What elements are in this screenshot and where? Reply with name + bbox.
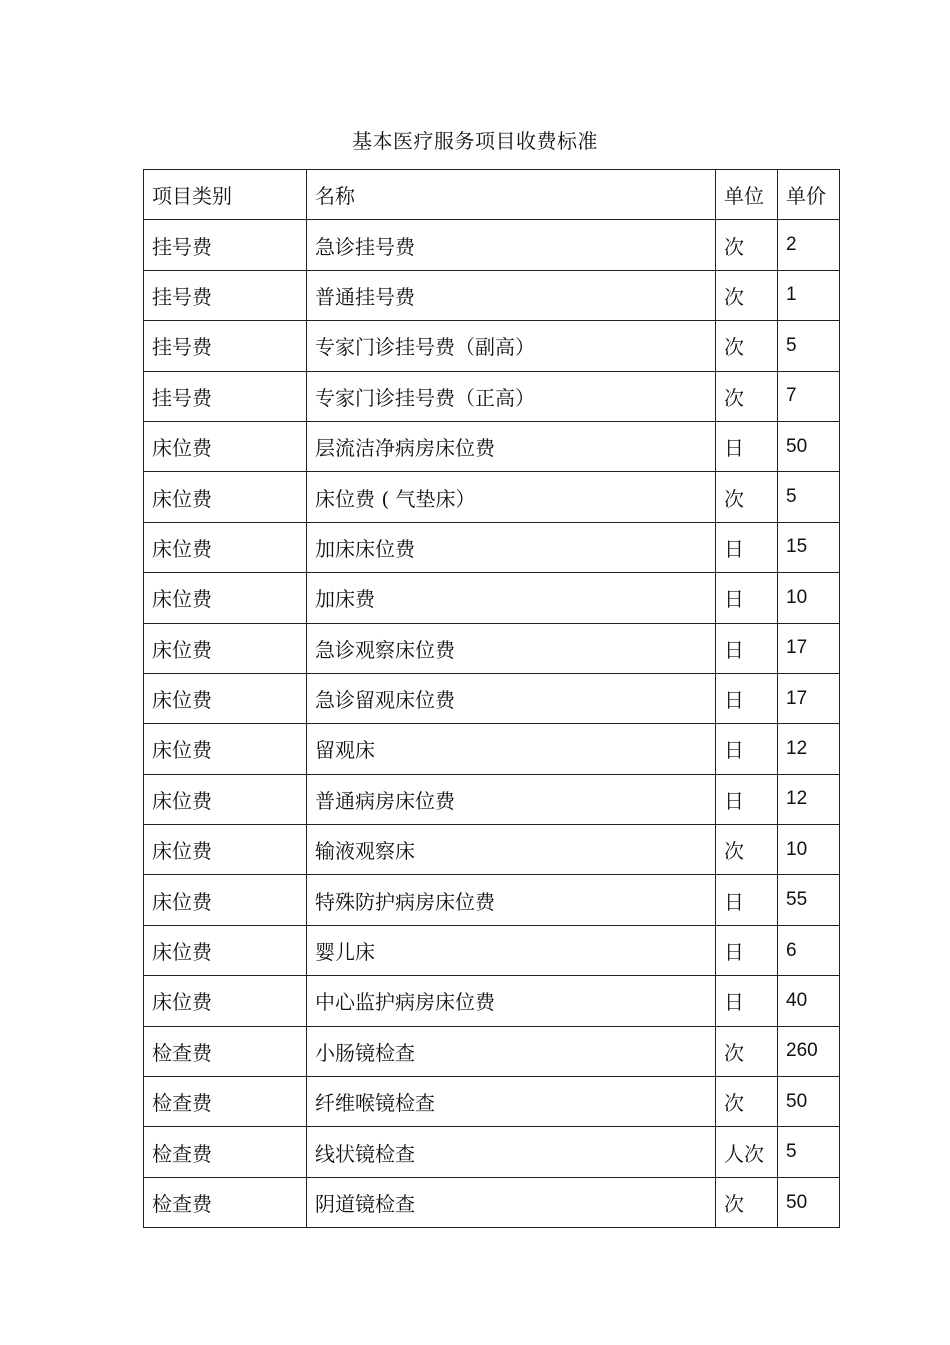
cell-unit: 次 — [716, 321, 778, 371]
cell-category: 挂号费 — [144, 270, 307, 320]
cell-category: 检查费 — [144, 1127, 307, 1177]
cell-unit: 日 — [716, 623, 778, 673]
cell-name: 急诊观察床位费 — [307, 623, 716, 673]
table-row — [144, 1177, 840, 1227]
cell-unit: 日 — [716, 573, 778, 623]
cell-name: 急诊挂号费 — [307, 220, 716, 270]
table-row — [144, 825, 840, 875]
cell-category: 床位费 — [144, 673, 307, 723]
cell-price: 50 — [778, 1177, 840, 1227]
cell-price: 55 — [778, 875, 840, 925]
cell-price: 12 — [778, 724, 840, 774]
table-row — [144, 774, 840, 824]
cell-name: 纤维喉镜检查 — [307, 1077, 716, 1127]
cell-unit: 次 — [716, 1177, 778, 1227]
table-row — [144, 875, 840, 925]
header-category: 项目类别 — [144, 170, 307, 220]
table-body — [144, 220, 840, 1228]
cell-price: 10 — [778, 825, 840, 875]
cell-name: 婴儿床 — [307, 925, 716, 975]
cell-name: 留观床 — [307, 724, 716, 774]
cell-unit: 次 — [716, 825, 778, 875]
table-row — [144, 1127, 840, 1177]
cell-category: 床位费 — [144, 774, 307, 824]
header-price: 单价 — [778, 170, 840, 220]
cell-name: 阴道镜检查 — [307, 1177, 716, 1227]
cell-price: 260 — [778, 1026, 840, 1076]
cell-price: 12 — [778, 774, 840, 824]
cell-unit: 日 — [716, 421, 778, 471]
cell-price: 17 — [778, 673, 840, 723]
cell-price: 40 — [778, 976, 840, 1026]
table-row — [144, 270, 840, 320]
cell-unit: 日 — [716, 774, 778, 824]
table-row — [144, 421, 840, 471]
cell-unit: 日 — [716, 673, 778, 723]
document-title: 基本医疗服务项目收费标准 — [352, 129, 598, 153]
cell-unit: 次 — [716, 1077, 778, 1127]
cell-unit: 人次 — [716, 1127, 778, 1177]
cell-category: 挂号费 — [144, 321, 307, 371]
cell-unit: 日 — [716, 925, 778, 975]
cell-price: 10 — [778, 573, 840, 623]
cell-name: 线状镜检查 — [307, 1127, 716, 1177]
cell-unit: 日 — [716, 724, 778, 774]
cell-price: 50 — [778, 1077, 840, 1127]
cell-price: 5 — [778, 472, 840, 522]
cell-name: 普通挂号费 — [307, 270, 716, 320]
table-row — [144, 976, 840, 1026]
cell-unit: 次 — [716, 472, 778, 522]
cell-name: 加床床位费 — [307, 522, 716, 572]
cell-price: 17 — [778, 623, 840, 673]
cell-name: 床位费 ( 气垫床） — [307, 472, 716, 522]
cell-unit: 次 — [716, 1026, 778, 1076]
cell-name: 加床费 — [307, 573, 716, 623]
cell-category: 床位费 — [144, 472, 307, 522]
cell-category: 检查费 — [144, 1177, 307, 1227]
cell-category: 床位费 — [144, 925, 307, 975]
cell-unit: 次 — [716, 220, 778, 270]
cell-unit: 次 — [716, 270, 778, 320]
cell-category: 床位费 — [144, 623, 307, 673]
cell-category: 检查费 — [144, 1026, 307, 1076]
cell-category: 床位费 — [144, 875, 307, 925]
cell-name: 中心监护病房床位费 — [307, 976, 716, 1026]
cell-price: 7 — [778, 371, 840, 421]
cell-category: 床位费 — [144, 724, 307, 774]
cell-name: 输液观察床 — [307, 825, 716, 875]
cell-unit: 日 — [716, 976, 778, 1026]
cell-category: 床位费 — [144, 573, 307, 623]
cell-price: 5 — [778, 1127, 840, 1177]
cell-category: 挂号费 — [144, 220, 307, 270]
header-name: 名称 — [307, 170, 716, 220]
cell-unit: 日 — [716, 522, 778, 572]
cell-unit: 日 — [716, 875, 778, 925]
table-row — [144, 321, 840, 371]
cell-unit: 次 — [716, 371, 778, 421]
table-row — [144, 371, 840, 421]
fee-standard-table — [143, 169, 840, 1228]
table-row — [144, 1077, 840, 1127]
cell-price: 5 — [778, 321, 840, 371]
cell-category: 挂号费 — [144, 371, 307, 421]
cell-category: 床位费 — [144, 976, 307, 1026]
cell-category: 检查费 — [144, 1077, 307, 1127]
table-row — [144, 623, 840, 673]
table-row — [144, 573, 840, 623]
cell-name: 小肠镜检查 — [307, 1026, 716, 1076]
cell-category: 床位费 — [144, 522, 307, 572]
cell-price: 15 — [778, 522, 840, 572]
cell-category: 床位费 — [144, 421, 307, 471]
table-row — [144, 724, 840, 774]
table-row — [144, 522, 840, 572]
table-row — [144, 472, 840, 522]
cell-name: 普通病房床位费 — [307, 774, 716, 824]
cell-price: 6 — [778, 925, 840, 975]
table-header-row — [144, 170, 840, 220]
cell-price: 50 — [778, 421, 840, 471]
cell-name: 急诊留观床位费 — [307, 673, 716, 723]
cell-name: 专家门诊挂号费（副高） — [307, 321, 716, 371]
table-row — [144, 1026, 840, 1076]
table-row — [144, 925, 840, 975]
cell-name: 层流洁净病房床位费 — [307, 421, 716, 471]
cell-name: 特殊防护病房床位费 — [307, 875, 716, 925]
cell-price: 2 — [778, 220, 840, 270]
header-unit: 单位 — [716, 170, 778, 220]
cell-price: 1 — [778, 270, 840, 320]
table-row — [144, 220, 840, 270]
table-row — [144, 673, 840, 723]
cell-name: 专家门诊挂号费（正高） — [307, 371, 716, 421]
cell-category: 床位费 — [144, 825, 307, 875]
